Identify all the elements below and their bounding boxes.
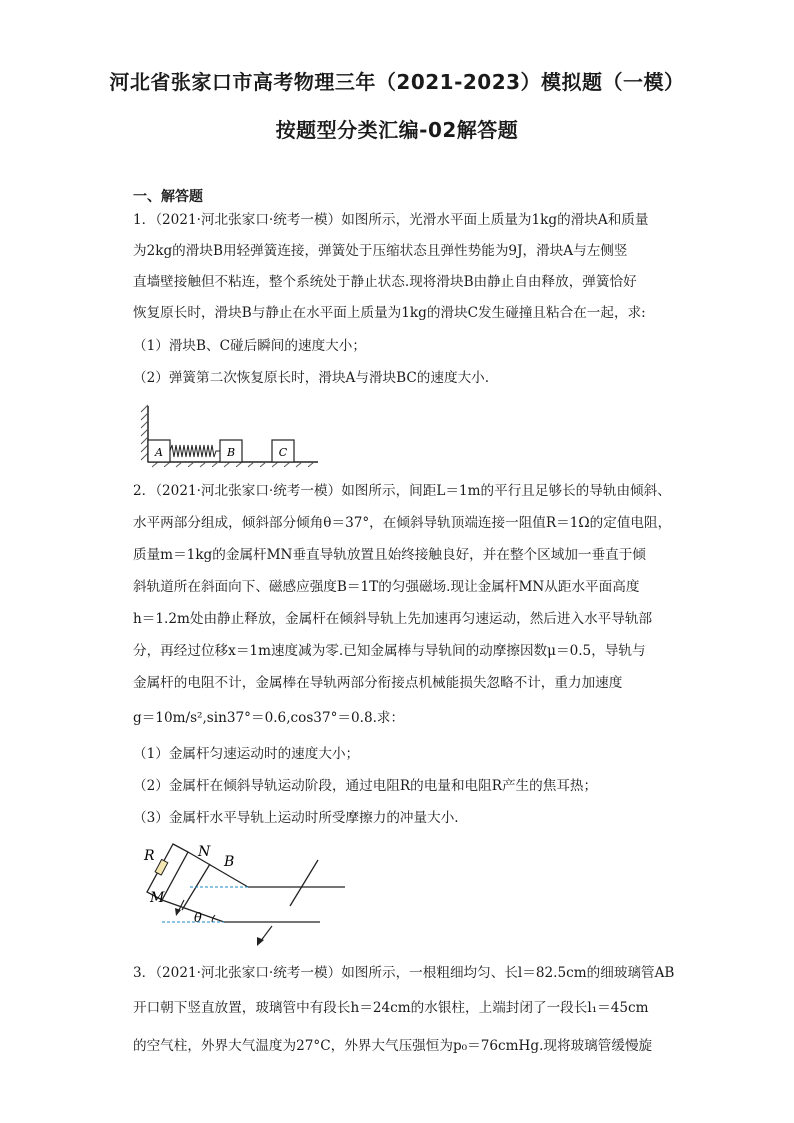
block-c-label: C [278, 446, 288, 459]
q2-line: 2．（2021·河北张家口·统考一模）如图所示，间距L＝1m的平行且足够长的导轨由倾斜、 [133, 483, 671, 499]
q2-line: 斜轨道所在斜面向下、磁感应强度B＝1T的匀强磁场.现让金属杆MN从距水平面高度 [133, 579, 640, 595]
q1-line: 直墙壁接触但不粘连，整个系统处于静止状态.现将滑块B由静止自由释放，弹簧恰好 [133, 274, 637, 290]
q1-spring-blocks-figure [138, 402, 323, 468]
document-title-line-1: 河北省张家口市高考物理三年（2021-2023）模拟题（一模） [109, 70, 685, 94]
q1-line: 1．（2021·河北张家口·统考一模）如图所示，光滑水平面上质量为1kg的滑块A和质量 [133, 212, 649, 228]
label-r: R [144, 848, 155, 864]
q2-line: g＝10m/s²,sin37°＝0.6,cos37°＝0.8.求： [133, 710, 405, 726]
q2-subquestion-1: （1）金属杆匀速运动时的速度大小； [133, 746, 360, 762]
spring [170, 445, 220, 457]
label-m: M [150, 890, 165, 906]
q2-line: 水平两部分组成，倾斜部分倾角θ＝37°，在倾斜导轨顶端连接一阻值R＝1Ω的定值电阻， [133, 515, 672, 531]
resistor [155, 859, 168, 875]
document-title-line-2: 按题型分类汇编-02解答题 [275, 118, 519, 142]
block-a-label: A [155, 446, 163, 459]
block-b-label: B [226, 446, 236, 459]
q2-line: 质量m＝1kg的金属杆MN垂直导轨放置且始终接触良好，并在整个区域加一垂直于倾 [133, 547, 646, 563]
q3-line: 开口朝下竖直放置，玻璃管中有段长h＝24cm的水银柱，上端封闭了一段长l₁＝45cm [133, 1000, 649, 1016]
q1-subquestion-2: （2）弹簧第二次恢复原长时，滑块A与滑块BC的速度大小. [133, 370, 490, 386]
q2-line: h＝1.2m处由静止释放，金属杆在倾斜导轨上先加速再匀速运动，然后进入水平导轨部 [133, 611, 653, 627]
label-theta: θ [194, 911, 202, 926]
q1-subquestion-1: （1）滑块B、C碰后瞬间的速度大小； [133, 338, 366, 354]
q2-rail-figure [140, 838, 360, 953]
q1-line: 恢复原长时，滑块B与静止在水平面上质量为1kg的滑块C发生碰撞且粘合在一起，求: [133, 305, 646, 321]
q1-line: 为2kg的滑块B用轻弹簧连接，弹簧处于压缩状态且弹性势能为9J，滑块A与左侧竖 [133, 243, 628, 259]
q2-line: 分，再经过位移x＝1m速度减为零.已知金属棒与导轨间的动摩擦因数μ＝0.5，导轨与 [133, 643, 646, 659]
q2-subquestion-2: （2）金属杆在倾斜导轨运动阶段，通过电阻R的电量和电阻R产生的焦耳热； [133, 778, 598, 794]
q3-line: 的空气柱，外界大气温度为27°C，外界大气压强恒为p₀＝76cmHg.现将玻璃管缓慢旋 [133, 1038, 653, 1054]
label-b: B [224, 854, 235, 870]
q3-line: 3．（2021·河北张家口·统考一模）如图所示，一根粗细均匀、长l＝82.5cm的细玻璃管AB [133, 965, 675, 981]
section-heading: 一、解答题 [133, 189, 203, 205]
q2-line: 金属杆的电阻不计，金属棒在导轨两部分衔接点机械能损失忽略不计，重力加速度 [133, 675, 623, 691]
q2-subquestion-3: （3）金属杆水平导轨上运动时所受摩擦力的冲量大小. [133, 810, 459, 826]
label-n: N [198, 844, 211, 860]
